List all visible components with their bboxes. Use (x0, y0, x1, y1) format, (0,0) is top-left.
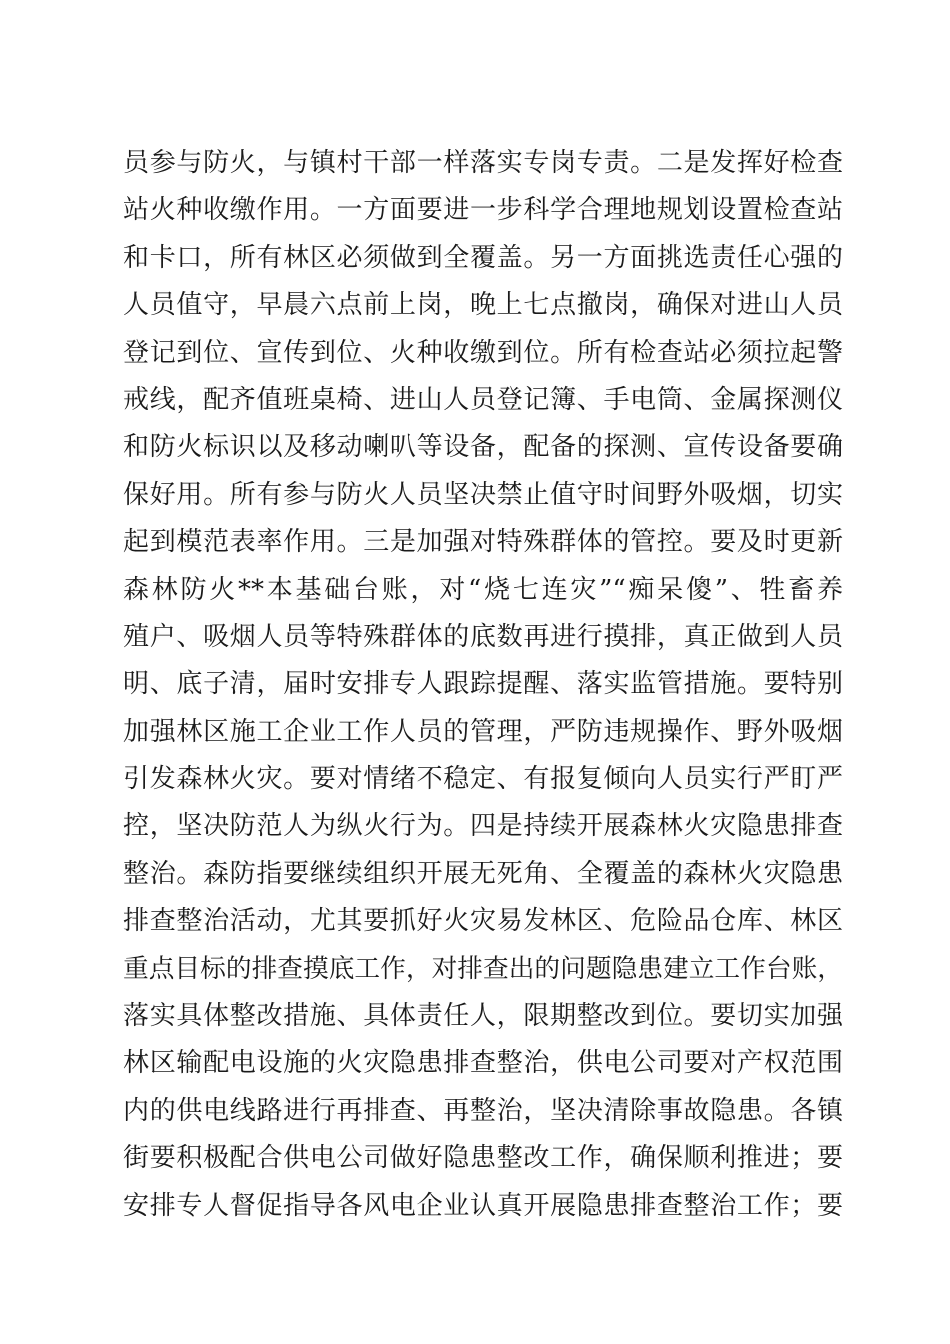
text-line-19: 落实具体整改措施、具体责任人，限期整改到位。要切实加强 (123, 1001, 843, 1032)
text-line-16: 整治。森防指要继续组织开展无死角、全覆盖的森林火灾隐患 (123, 858, 843, 889)
body-text (123, 140, 843, 1230)
text-line-5: 登记到位、宣传到位、火种收缴到位。所有检查站必须拉起警 (123, 337, 843, 368)
text-line-23: 安排专人督促指导各风电企业认真开展隐患排查整治工作；要 (123, 1190, 843, 1221)
text-line-12: 明、底子清，届时安排专人跟踪提醒、落实监管措施。要特别 (123, 669, 843, 700)
text-line-20: 林区输配电设施的火灾隐患排查整治，供电公司要对产权范围 (123, 1048, 843, 1079)
text-line-10: 森林防火**本基础台账，对“烧七连灾”“痴呆傻”、牲畜养 (123, 574, 843, 605)
text-line-13: 加强林区施工企业工作人员的管理，严防违规操作、野外吸烟 (123, 716, 843, 747)
text-line-14: 引发森林火灾。要对情绪不稳定、有报复倾向人员实行严盯严 (123, 764, 843, 795)
text-line-15: 控，坚决防范人为纵火行为。四是持续开展森林火灾隐患排查 (123, 811, 843, 842)
text-line-21: 内的供电线路进行再排查、再整治，坚决清除事故隐患。各镇 (123, 1095, 843, 1126)
text-line-6: 戒线，配齐值班桌椅、进山人员登记簿、手电筒、金属探测仪 (123, 384, 843, 415)
text-line-11: 殖户、吸烟人员等特殊群体的底数再进行摸排，真正做到人员 (123, 621, 843, 652)
text-line-18: 重点目标的排查摸底工作，对排查出的问题隐患建立工作台账， (123, 953, 843, 984)
text-line-7: 和防火标识以及移动喇叭等设备，配备的探测、宣传设备要确 (123, 432, 843, 463)
text-line-8: 保好用。所有参与防火人员坚决禁止值守时间野外吸烟，切实 (123, 479, 843, 510)
text-line-1: 员参与防火，与镇村干部一样落实专岗专责。二是发挥好检查 (123, 148, 843, 178)
text-line-9: 起到模范表率作用。三是加强对特殊群体的管控。要及时更新 (123, 527, 843, 558)
text-line-17: 排查整治活动，尤其要抓好火灾易发林区、危险品仓库、林区 (123, 906, 843, 937)
text-line-2: 站火种收缴作用。一方面要进一步科学合理地规划设置检查站 (123, 195, 843, 226)
text-line-4: 人员值守，早晨六点前上岗，晚上七点撤岗，确保对进山人员 (123, 290, 843, 321)
text-line-22: 街要积极配合供电公司做好隐患整改工作，确保顺利推进；要 (123, 1143, 843, 1174)
text-line-3: 和卡口，所有林区必须做到全覆盖。另一方面挑选责任心强的 (123, 242, 843, 273)
